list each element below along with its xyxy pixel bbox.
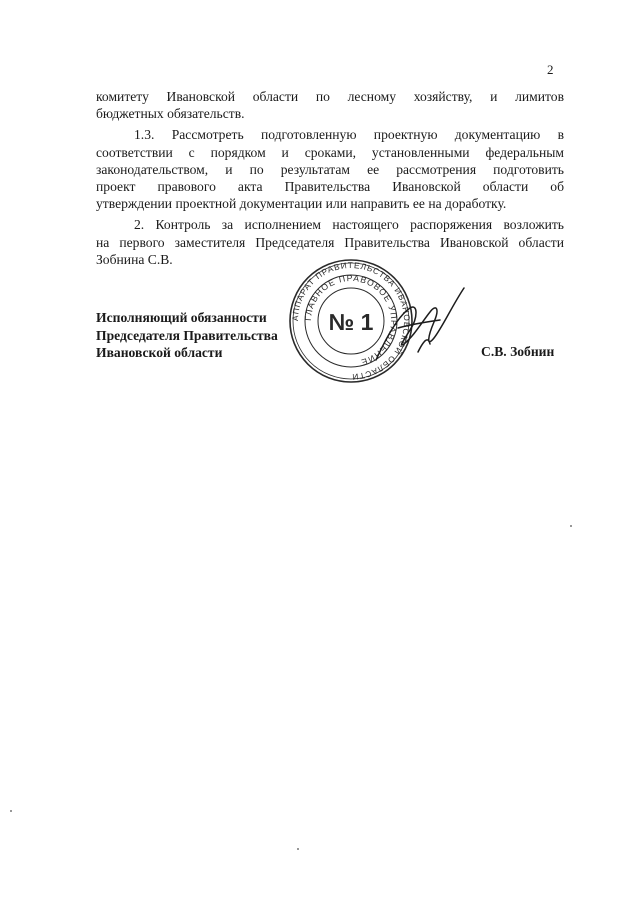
signature-position-line: Председателя Правительства: [96, 327, 278, 343]
body-text: [96, 88, 564, 268]
scan-speck: [297, 848, 299, 850]
signer-name: С.В. Зобнин: [481, 344, 555, 359]
text-line: комитету Ивановской области по лесному хозяйству, и лимитов: [96, 89, 564, 104]
text-line: 1.3. Рассмотреть подготовленную проектную документацию в: [134, 127, 564, 143]
stamp-inner-text: ГЛАВНОЕ ПРАВОВОЕ УПРАВЛЕНИЕ: [302, 272, 400, 368]
signature-position: [96, 309, 278, 362]
text-line: утверждении проектной документации или направить ее на доработку.: [96, 196, 507, 212]
scan-speck: [10, 810, 12, 812]
text-line: бюджетных обязательств.: [96, 106, 245, 122]
text-line: Зобнина С.В.: [96, 251, 173, 267]
text-line: на первого заместителя Председателя Правительства Ивановской области: [96, 234, 564, 250]
handwritten-signature: [368, 278, 478, 375]
scan-speck: [570, 525, 572, 527]
signature-position-line: Исполняющий обязанности: [96, 310, 267, 325]
stamp-outer-text: АППАРАТ ПРАВИТЕЛЬСТВА ИВАНОВСКОЙ ОБЛАСТИ: [289, 259, 413, 383]
text-line: соответствии с порядком и сроками, установленными федеральным: [96, 144, 564, 160]
stamp-number: № 1: [328, 309, 374, 335]
page-number: 2: [547, 62, 554, 77]
text-line: проект правового акта Правительства Ивановской области об: [96, 179, 564, 195]
text-line: законодательством, и по результатам ее рассмотрения подготовить: [96, 161, 564, 177]
signature-position-line: Ивановской области: [96, 345, 223, 361]
text-line: 2. Контроль за исполнением настоящего распоряжения возложить: [134, 217, 564, 233]
